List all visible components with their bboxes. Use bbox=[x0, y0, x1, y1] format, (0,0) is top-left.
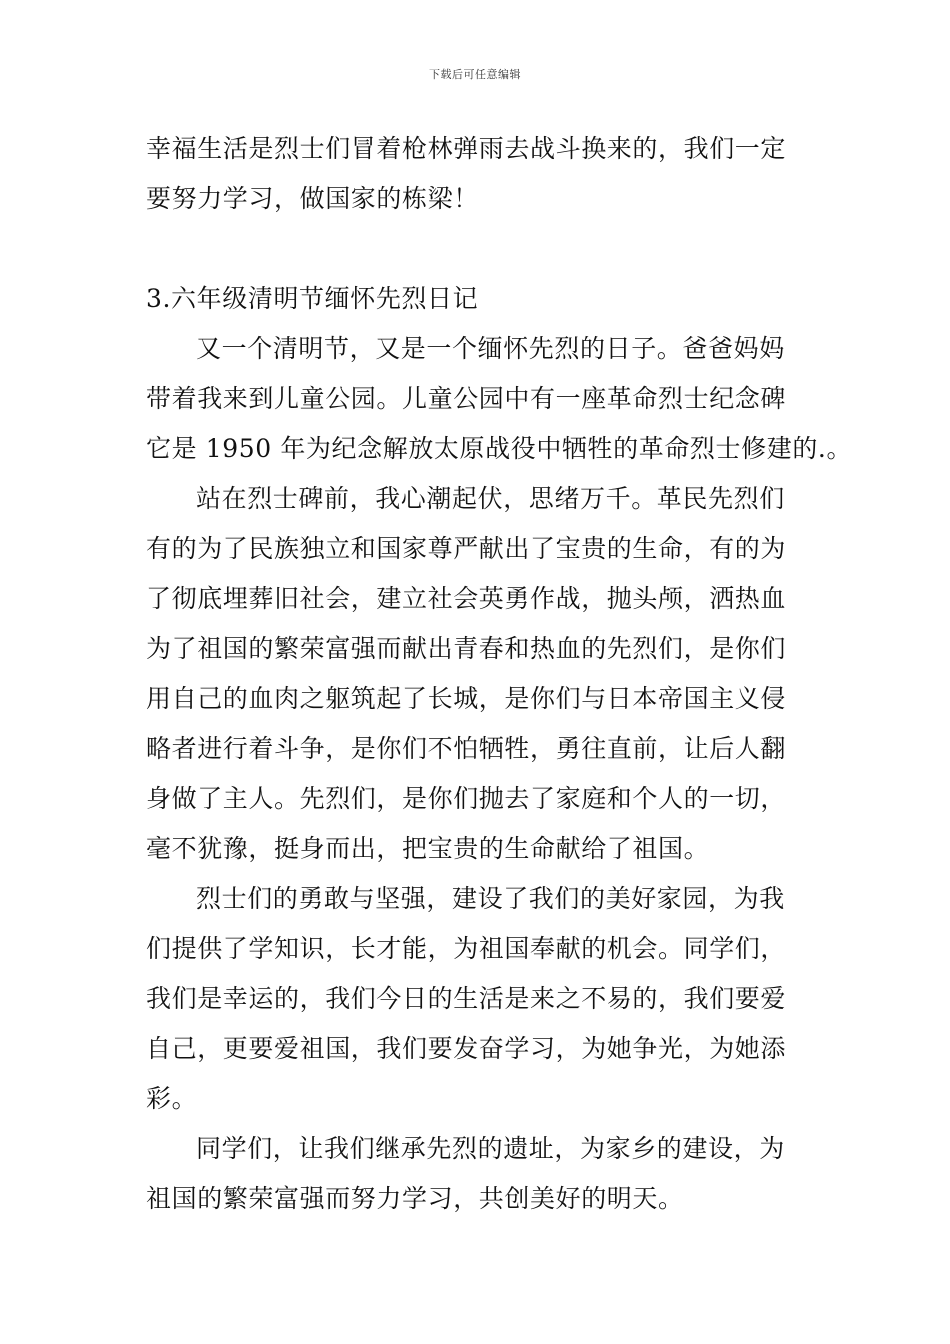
paragraph-line: 它是 1950 年为纪念解放太原战役中牺牲的革命烈士修建的.。 bbox=[146, 434, 853, 463]
section-heading: 3.六年级清明节缅怀先烈日记 bbox=[146, 284, 479, 313]
paragraph-line: 幸福生活是烈士们冒着枪林弹雨去战斗换来的，我们一定 bbox=[146, 134, 787, 163]
paragraph-line: 彩。 bbox=[146, 1084, 198, 1113]
paragraph-line: 了彻底埋葬旧社会，建立社会英勇作战，抛头颅，洒热血 bbox=[146, 584, 787, 613]
paragraph-line: 们提供了学知识，长才能，为祖国奉献的机会。同学们， bbox=[146, 934, 787, 963]
paragraph-line: 又一个清明节，又是一个缅怀先烈的日子。爸爸妈妈 bbox=[196, 334, 785, 363]
paragraph-line: 自己，更要爱祖国，我们要发奋学习，为她争光，为她添 bbox=[146, 1034, 787, 1063]
page-header: 下载后可任意编辑 bbox=[429, 68, 521, 81]
paragraph-line: 烈士们的勇敢与坚强，建设了我们的美好家园，为我 bbox=[196, 884, 785, 913]
paragraph-line: 毫不犹豫，挺身而出，把宝贵的生命献给了祖国。 bbox=[146, 834, 710, 863]
paragraph-line: 为了祖国的繁荣富强而献出青春和热血的先烈们，是你们 bbox=[146, 634, 787, 663]
paragraph-line: 身做了主人。先烈们，是你们抛去了家庭和个人的一切， bbox=[146, 784, 787, 813]
paragraph-line: 祖国的繁荣富强而努力学习，共创美好的明天。 bbox=[146, 1184, 684, 1213]
paragraph-line: 略者进行着斗争，是你们不怕牺牲，勇往直前，让后人翻 bbox=[146, 734, 787, 763]
paragraph-line: 用自己的血肉之躯筑起了长城，是你们与日本帝国主义侵 bbox=[146, 684, 787, 713]
paragraph-line: 有的为了民族独立和国家尊严献出了宝贵的生命，有的为 bbox=[146, 534, 787, 563]
paragraph-line: 要努力学习，做国家的栋梁！ bbox=[146, 184, 479, 213]
paragraph-line: 我们是幸运的，我们今日的生活是来之不易的，我们要爱 bbox=[146, 984, 787, 1013]
paragraph-line: 同学们，让我们继承先烈的遗址，为家乡的建设，为 bbox=[196, 1134, 785, 1163]
paragraph-line: 站在烈士碑前，我心潮起伏，思绪万千。革民先烈们 bbox=[196, 484, 785, 513]
paragraph-line: 带着我来到儿童公园。儿童公园中有一座革命烈士纪念碑 bbox=[146, 384, 787, 413]
